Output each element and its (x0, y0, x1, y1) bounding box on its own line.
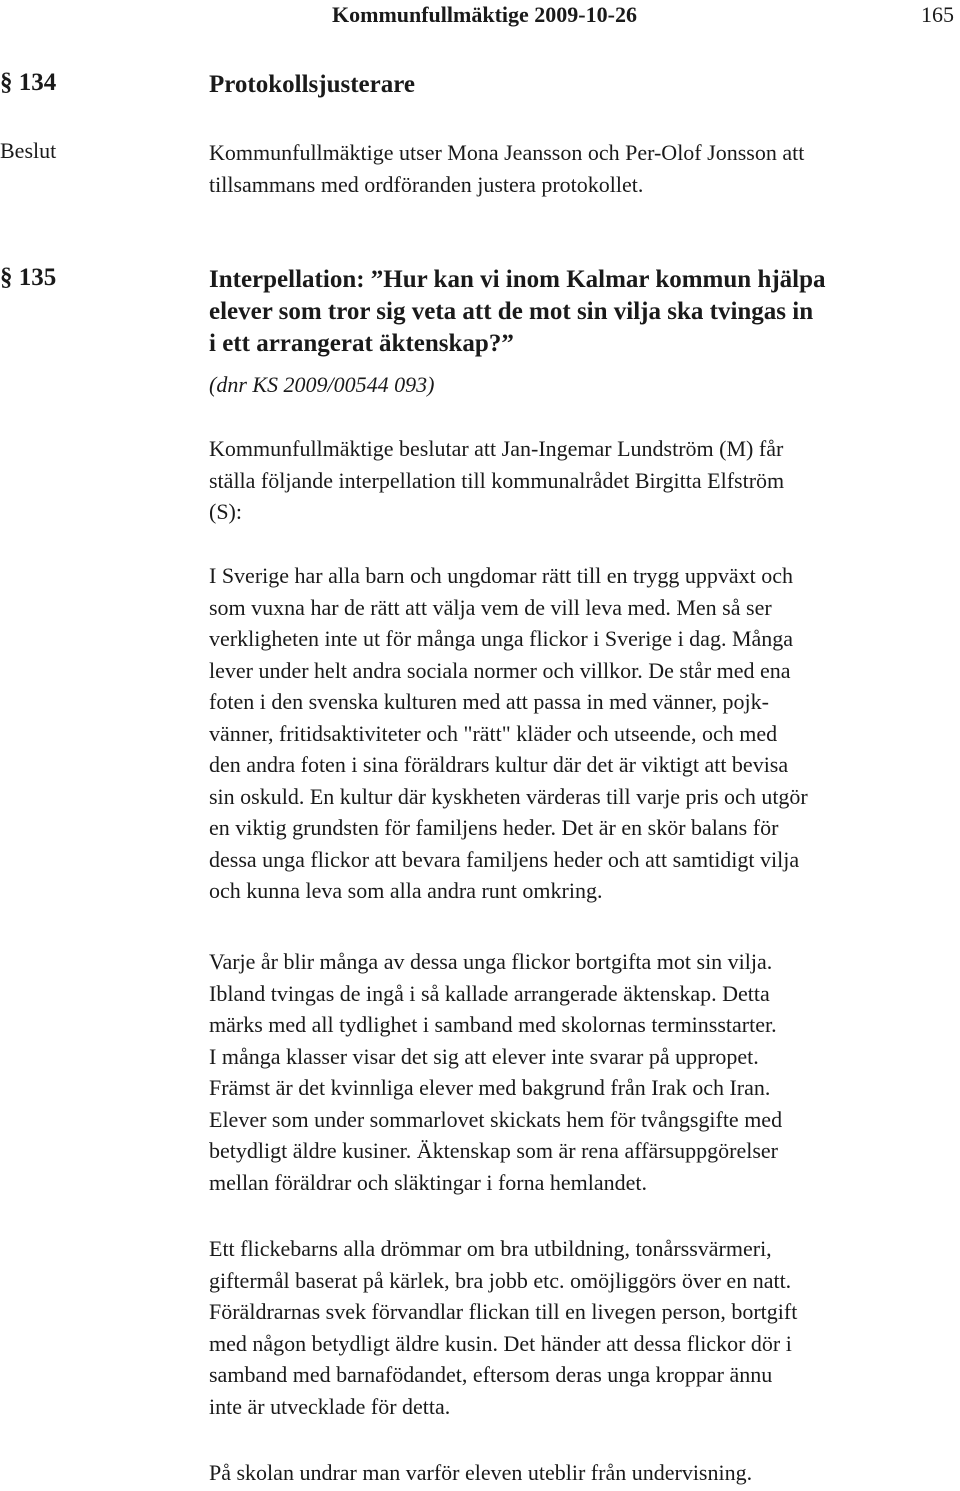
header-title: Kommunfullmäktige 2009-10-26 (332, 2, 637, 27)
paragraph-forced-marriages: Varje år blir många av dessa unga flickor bortgifta mot sin vilja. Ibland tvingas de ingå i så kallade arrangerade äktenskap. Detta märks med all tydlighet i samband med skolornas terminsstarter. I många klasser visar det sig att elever inte svarar på uppropet. Främst är det kvinnliga elever med bakgrund från Irak och Iran. Elever som under sommarlovet skickats hem för tvångsgifte med betydligt äldre kusiner. Äktenskap som är rena affärsuppgörelser mellan föräldrar och släktingar i forna hemlandet. (209, 949, 783, 1195)
case-reference: (dnr KS 2009/00544 093) (209, 372, 435, 397)
paragraph-school: På skolan undrar man varför eleven uteblir från undervisning. (209, 1460, 753, 1485)
section-135-title: Interpellation: ”Hur kan vi inom Kalmar kommun hjälpa elever som tror sig veta att de mot sin vilja ska tvingas in i ett arrangerat äktenskap?” (209, 266, 826, 357)
page-header (0, 0, 960, 40)
section-134-number: § 134 (0, 69, 57, 96)
section-134-decision-text: Kommunfullmäktige utser Mona Jeansson och Per-Olof Jonsson att tillsammans med ordföranden justera protokollet. (209, 140, 805, 197)
paragraph-decision: Kommunfullmäktige beslutar att Jan-Ingemar Lundström (M) får ställa följande interpellation till kommunalrådet Birgitta Elfström (S): (209, 436, 785, 524)
decision-label: Beslut (0, 138, 57, 163)
section-135-number: § 135 (0, 264, 57, 291)
paragraph-consequences: Ett flickebarns alla drömmar om bra utbildning, tonårssvärmeri, giftermål baserat på kärlek, bra jobb etc. omöjliggörs över en natt. Föräldrarnas svek förvandlar flickan till en livegen person, bortgift med någon betydligt äldre kusin. Det händer att dessa flickor dör i samband med barnafödandet, eftersom deras unga kroppar ännu inte är utvecklade för detta. (209, 1236, 798, 1419)
page-number: 165 (921, 2, 954, 27)
paragraph-background: I Sverige har alla barn och ungdomar rätt till en trygg uppväxt och som vuxna har de rätt att välja vem de vill leva med. Men så ser verkligheten inte ut för många unga flickor i Sverige i dag. Många lever under helt andra sociala normer och villkor. De står med ena foten i den svenska kulturen med att passa in med vänner, pojk- vänner, fritidsaktiviteter och "rätt" kläder och utseende, och med den andra foten i sina föräldrars kultur där det är viktigt att bevisa sin oskuld. En kultur där kyskheten värderas till varje pris och utgör en viktig grundsten för familjens heder. Det är en skör balans för dessa unga flickor att bevara familjens heder och att samtidigt vilja och kunna leva som alla andra runt omkring. (209, 563, 808, 903)
section-134-title: Protokollsjusterare (209, 71, 415, 98)
